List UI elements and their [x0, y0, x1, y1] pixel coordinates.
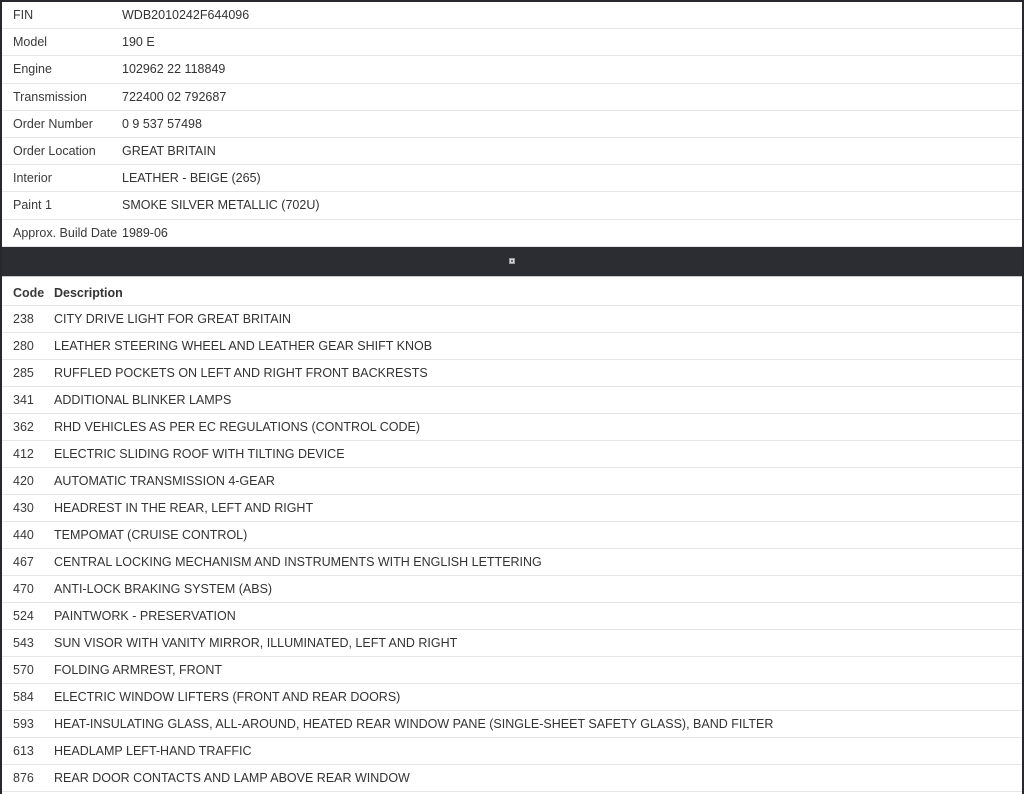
description-column-header: Description: [54, 285, 123, 300]
field-value: WDB2010242F644096: [122, 8, 250, 23]
table-row: [2, 522, 1022, 549]
option-description: CENTRAL LOCKING MECHANISM AND INSTRUMENTS WITH ENGLISH LETTERING: [54, 554, 542, 569]
option-code: 876: [13, 770, 34, 785]
table-row: [2, 603, 1022, 630]
table-row: [2, 306, 1022, 333]
option-description: PAINTWORK - PRESERVATION: [54, 608, 236, 623]
table-row: [2, 192, 1022, 219]
option-description: FOLDING ARMREST, FRONT: [54, 662, 223, 677]
field-value: 102962 22 118849: [122, 62, 226, 77]
option-description: HEADLAMP LEFT-HAND TRAFFIC: [54, 743, 252, 758]
option-description: HEADREST IN THE REAR, LEFT AND RIGHT: [54, 500, 314, 515]
option-code: 470: [13, 581, 34, 596]
table-row: [2, 765, 1022, 792]
table-row: [2, 387, 1022, 414]
table-row: [2, 220, 1022, 247]
codes-table-header: [2, 281, 1022, 306]
table-row: [2, 495, 1022, 522]
option-code: 584: [13, 689, 34, 704]
field-label: Engine: [13, 62, 52, 77]
option-code: 543: [13, 635, 34, 650]
vehicle-info-table: [2, 2, 1022, 247]
option-description: ELECTRIC WINDOW LIFTERS (FRONT AND REAR DOORS): [54, 689, 401, 704]
table-row: [2, 333, 1022, 360]
option-code: 524: [13, 608, 34, 623]
option-code: 570: [13, 662, 34, 677]
table-row: [2, 414, 1022, 441]
table-row: [2, 684, 1022, 711]
table-row: [2, 657, 1022, 684]
option-codes-table: [2, 281, 1022, 792]
table-row: [2, 138, 1022, 165]
option-description: RHD VEHICLES AS PER EC REGULATIONS (CONTROL CODE): [54, 419, 421, 434]
field-label: Interior: [13, 171, 52, 186]
field-value: 190 E: [122, 35, 155, 50]
table-row: [2, 360, 1022, 387]
option-code: 285: [13, 365, 34, 380]
option-description: CITY DRIVE LIGHT FOR GREAT BRITAIN: [54, 311, 292, 326]
option-code: 412: [13, 446, 34, 461]
field-value: LEATHER - BEIGE (265): [122, 171, 261, 186]
table-row: [2, 738, 1022, 765]
image-placeholder-dot-icon: [509, 258, 515, 264]
option-description: TEMPOMAT (CRUISE CONTROL): [54, 527, 248, 542]
option-code: 440: [13, 527, 34, 542]
option-description: ADDITIONAL BLINKER LAMPS: [54, 392, 232, 407]
section-divider-bar: [2, 247, 1022, 277]
table-row: [2, 711, 1022, 738]
table-row: [2, 56, 1022, 83]
option-description: ANTI-LOCK BRAKING SYSTEM (ABS): [54, 581, 273, 596]
option-description: HEAT-INSULATING GLASS, ALL-AROUND, HEATED REAR WINDOW PANE (SINGLE-SHEET SAFETY GLASS), BAND FILTER: [54, 716, 774, 731]
field-label: Model: [13, 35, 48, 50]
option-description: LEATHER STEERING WHEEL AND LEATHER GEAR SHIFT KNOB: [54, 338, 433, 353]
option-description: SUN VISOR WITH VANITY MIRROR, ILLUMINATED, LEFT AND RIGHT: [54, 635, 458, 650]
option-code: 280: [13, 338, 34, 353]
field-label: Order Number: [13, 116, 93, 131]
field-label: Approx. Build Date: [13, 225, 118, 240]
table-row: [2, 441, 1022, 468]
table-row: [2, 576, 1022, 603]
option-code: 238: [13, 311, 34, 326]
field-label: FIN: [13, 8, 34, 23]
option-code: 593: [13, 716, 34, 731]
field-value: SMOKE SILVER METALLIC (702U): [122, 198, 320, 213]
code-column-header: Code: [13, 285, 45, 300]
option-description: REAR DOOR CONTACTS AND LAMP ABOVE REAR WINDOW: [54, 770, 410, 785]
option-code: 362: [13, 419, 34, 434]
table-row: [2, 111, 1022, 138]
field-value: GREAT BRITAIN: [122, 144, 216, 159]
table-row: [2, 630, 1022, 657]
field-label: Transmission: [13, 89, 87, 104]
option-code: 613: [13, 743, 34, 758]
field-value: 1989-06: [122, 225, 168, 240]
option-description: ELECTRIC SLIDING ROOF WITH TILTING DEVICE: [54, 446, 345, 461]
table-row: [2, 29, 1022, 56]
table-row: [2, 2, 1022, 29]
option-description: AUTOMATIC TRANSMISSION 4-GEAR: [54, 473, 275, 488]
table-row: [2, 549, 1022, 576]
table-row: [2, 468, 1022, 495]
option-code: 467: [13, 554, 34, 569]
field-value: 722400 02 792687: [122, 89, 227, 104]
field-label: Paint 1: [13, 198, 52, 213]
option-code: 430: [13, 500, 34, 515]
option-code: 341: [13, 392, 34, 407]
table-row: [2, 165, 1022, 192]
field-label: Order Location: [13, 144, 96, 159]
table-row: [2, 84, 1022, 111]
option-description: RUFFLED POCKETS ON LEFT AND RIGHT FRONT BACKRESTS: [54, 365, 428, 380]
option-code: 420: [13, 473, 34, 488]
field-value: 0 9 537 57498: [122, 116, 202, 131]
